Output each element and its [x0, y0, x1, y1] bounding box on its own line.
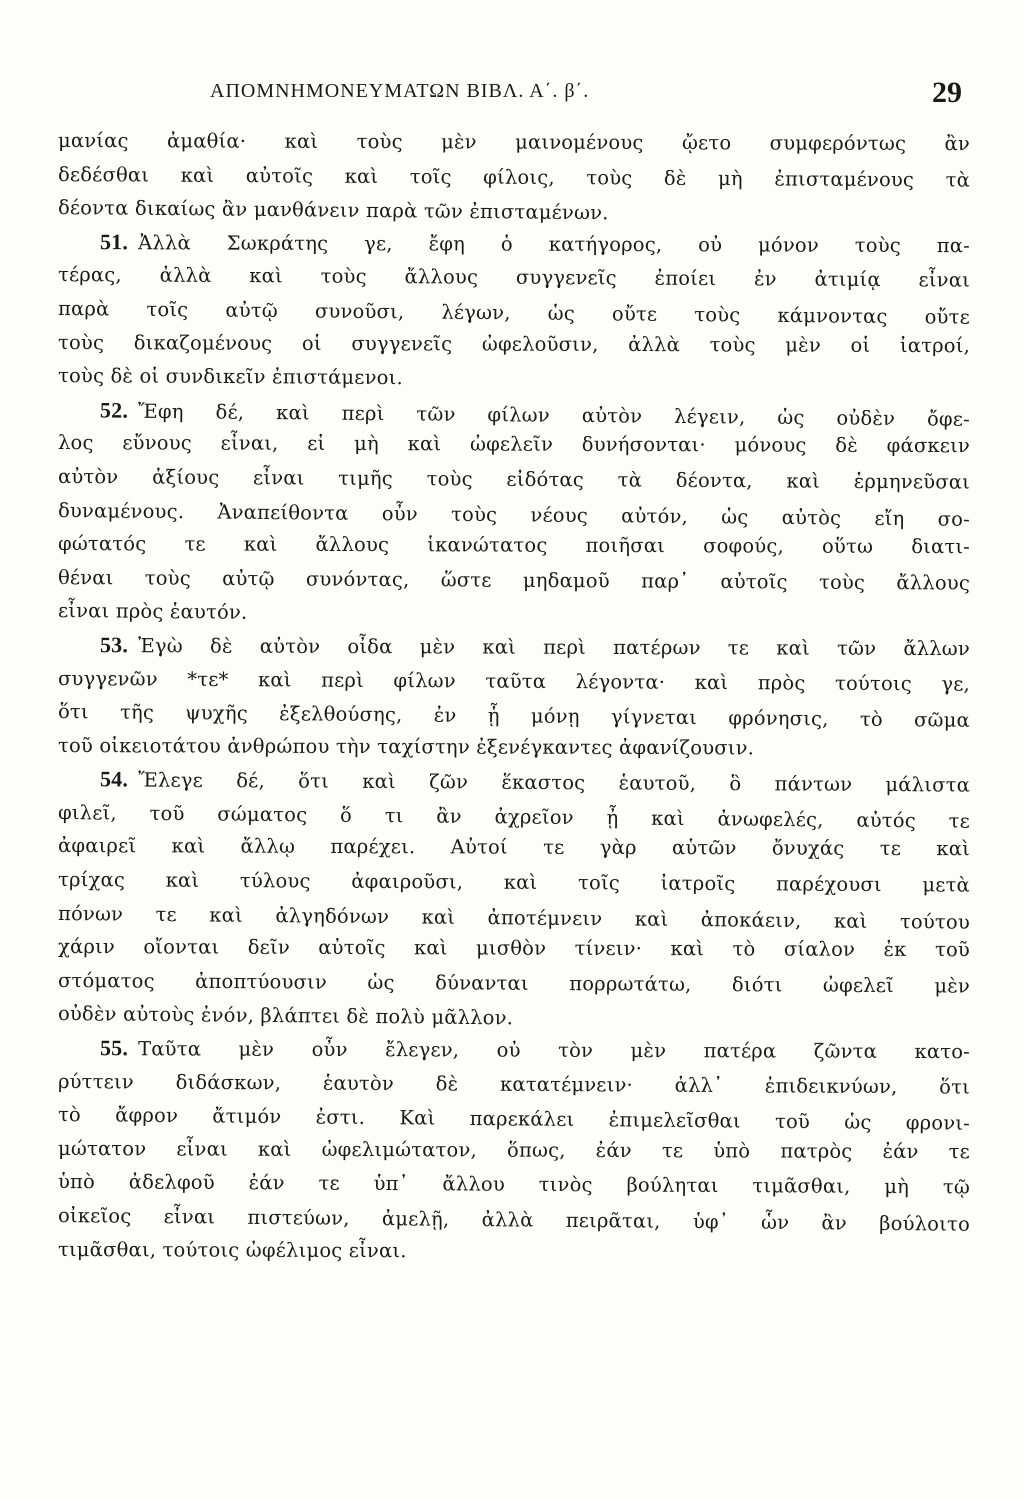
text-line	[58, 863, 970, 902]
text-line	[58, 561, 970, 600]
body-text	[58, 124, 970, 1266]
line-text: ρύττειν διδάσκων, ἑαυτὸν δὲ κατατέμνειν· ἀλλ᾽ ἐπιδεικνύων, ὅτι	[57, 1069, 971, 1099]
line-text: ὅτι τῆς ψυχῆς ἐξελθούσης, ἐν ᾗ μόνῃ γίγνεται φρόνησις, τὸ σῶμα	[57, 700, 971, 732]
line-text: τέρας, ἀλλὰ καὶ τοὺς ἄλλους συγγενεῖς ἐποίει ἐν ἀτιμίᾳ εἶναι	[57, 263, 971, 292]
section-number: 54.	[99, 766, 129, 792]
text-line	[58, 527, 970, 564]
text-line	[58, 762, 970, 801]
line-text: στόματος ἀποπτύουσιν ὡς δύνανται πορρωτάτω, διότι ὠφελεῖ μὲν	[57, 968, 971, 998]
section-number: 53.	[99, 632, 129, 658]
text-line	[58, 1165, 970, 1204]
text-line	[58, 1031, 970, 1068]
line-text: τοὺς δικαζομένους οἱ συγγενεῖς ὠφελοῦσιν, ἀλλὰ τοὺς μὲν οἱ ἰατροί,	[57, 330, 971, 357]
text-line	[58, 124, 970, 161]
text-line	[58, 930, 970, 967]
line-text: παρὰ τοῖς αὐτῷ συνοῦσι, λέγων, ὡς οὔτε τοὺς κάμνοντας οὔτε	[57, 296, 971, 329]
text-line	[58, 964, 970, 1003]
text-line	[58, 158, 970, 197]
line-text: δέοντα δικαίως ἂν μανθάνειν παρὰ τῶν ἐπισταμένων.	[57, 196, 609, 225]
section-number: 55.	[99, 1035, 129, 1061]
line-text: ὑπὸ ἀδελφοῦ ἐάν τε ὑπ᾽ ἄλλου τινὸς βούληται τιμᾶσθαι, μὴ τῷ	[57, 1170, 971, 1199]
line-text: τιμᾶσθαι, τούτοις ὠφέλιμος εἶναι.	[57, 1237, 407, 1262]
line-text: τὸ ἄφρον ἄτιμόν ἐστι. Καὶ παρεκάλει ἐπιμελεῖσθαι τοῦ ὡς φρονι-	[57, 1103, 971, 1135]
line-text: Ἐγὼ δὲ αὐτὸν οἶδα μὲν καὶ περὶ πατέρων τε καὶ τῶν ἄλλων	[138, 634, 971, 661]
text-line	[58, 729, 970, 766]
page-header	[60, 70, 980, 120]
line-text: θέναι τοὺς αὐτῷ συνόντας, ὥστε μηδαμοῦ παρ᾽ αὐτοῖς τοὺς ἄλλους	[57, 565, 971, 595]
line-text: αὐτὸν ἀξίους εἶναι τιμῆς τοὺς εἰδότας τὰ δέοντα, καὶ ἑρμηνεῦσαι	[57, 464, 971, 494]
line-text: οὐδὲν αὐτοὺς ἐνόν, βλάπτει δὲ πολὺ μᾶλλον.	[57, 1002, 514, 1030]
text-line	[58, 258, 970, 297]
line-text: ἀφαιρεῖ καὶ ἄλλῳ παρέχει. Αὐτοί τε γὰρ αὑτῶν ὄνυχάς τε καὶ	[57, 834, 971, 861]
line-text: συγγενῶν *τε* καὶ περὶ φίλων ταῦτα λέγοντα· καὶ πρὸς τούτοις γε,	[57, 666, 971, 696]
section-number: 51.	[99, 228, 129, 255]
line-text: Ἔφη δέ, καὶ περὶ τῶν φίλων αὐτὸν λέγειν, ὡς οὐδὲν ὄφε-	[137, 399, 971, 431]
text-line	[58, 225, 970, 262]
line-text: Ταῦτα μὲν οὖν ἔλεγεν, οὐ τὸν μὲν πατέρα ζῶντα κατο-	[138, 1037, 971, 1064]
line-text: Ἔλεγε δέ, ὅτι καὶ ζῶν ἕκαστος ἑαυτοῦ, ὃ πάντων μάλιστα	[138, 768, 971, 797]
text-line	[58, 326, 970, 363]
text-line	[58, 628, 970, 665]
line-text: μανίας ἀμαθία· καὶ τοὺς μὲν μαινομένους ᾤετο συμφερόντως ἂν	[57, 129, 971, 156]
line-text: φώτατός τε καὶ ἄλλους ἱκανώτατος ποιῆσαι σοφούς, οὕτω διατι-	[57, 532, 971, 559]
line-text: τρίχας καὶ τύλους ἀφαιροῦσι, καὶ τοῖς ἰατροῖς παρέχουσι μετὰ	[57, 868, 971, 897]
text-line	[58, 1065, 970, 1104]
text-line	[58, 1132, 970, 1169]
line-text: φιλεῖ, τοῦ σώματος ὅ τι ἂν ἀχρεῖον ᾖ καὶ ἀνωφελές, αὐτός τε	[57, 800, 971, 833]
line-text: χάριν οἴονται δεῖν αὐτοῖς καὶ μισθὸν τίνειν· καὶ τὸ σίαλον ἐκ τοῦ	[57, 935, 971, 962]
line-text: εἶναι πρὸς ἑαυτόν.	[57, 599, 248, 625]
text-line	[58, 426, 970, 463]
running-head: ΑΠΟΜΝΗΜΟΝΕΥΜΑΤΩΝ ΒΙΒΛ. Α΄. β΄.	[210, 80, 590, 102]
line-text: μώτατον εἶναι καὶ ὠφελιμώτατον, ὅπως, ἐάν τε ὑπὸ πατρὸς ἐάν τε	[57, 1136, 971, 1163]
line-text: τοῦ οἰκειοτάτου ἀνθρώπου τὴν ταχίστην ἐξενέγκαντες ἀφανίζουσιν.	[57, 733, 755, 760]
line-text: λος εὔνους εἶναι, εἰ μὴ καὶ ὠφελεῖν δυνήσονται· μόνους δὲ φάσκειν	[57, 431, 971, 458]
text-line	[58, 359, 970, 398]
text-line	[58, 662, 970, 701]
line-text: τοὺς δὲ οἱ συνδικεῖν ἐπιστάμενοι.	[57, 364, 403, 390]
line-text: δυναμένους. Ἀναπείθοντα οὖν τοὺς νέους αὐτόν, ὡς αὐτὸς εἴη σο-	[57, 498, 971, 531]
page-number: 29	[932, 76, 962, 109]
section-number: 52.	[99, 397, 129, 423]
line-text: οἰκεῖος εἶναι πιστεύων, ἀμελῇ, ἀλλὰ πειρᾶται, ὑφ᾽ ὧν ἂν βούλοιτο	[57, 1204, 971, 1236]
text-line	[58, 460, 970, 499]
line-text: πόνων τε καὶ ἀλγηδόνων καὶ ἀποτέμνειν καὶ ἀποκάειν, καὶ τούτου	[57, 901, 971, 934]
text-line	[58, 1233, 970, 1270]
text-line	[58, 829, 970, 866]
line-text: Ἀλλὰ Σωκράτης γε, ἔφη ὁ κατήγορος, οὐ μόνον τοὺς πα-	[138, 231, 971, 257]
line-text: δεδέσθαι καὶ αὐτοῖς καὶ τοῖς φίλοις, τοὺς δὲ μὴ ἐπισταμένους τὰ	[57, 162, 971, 192]
